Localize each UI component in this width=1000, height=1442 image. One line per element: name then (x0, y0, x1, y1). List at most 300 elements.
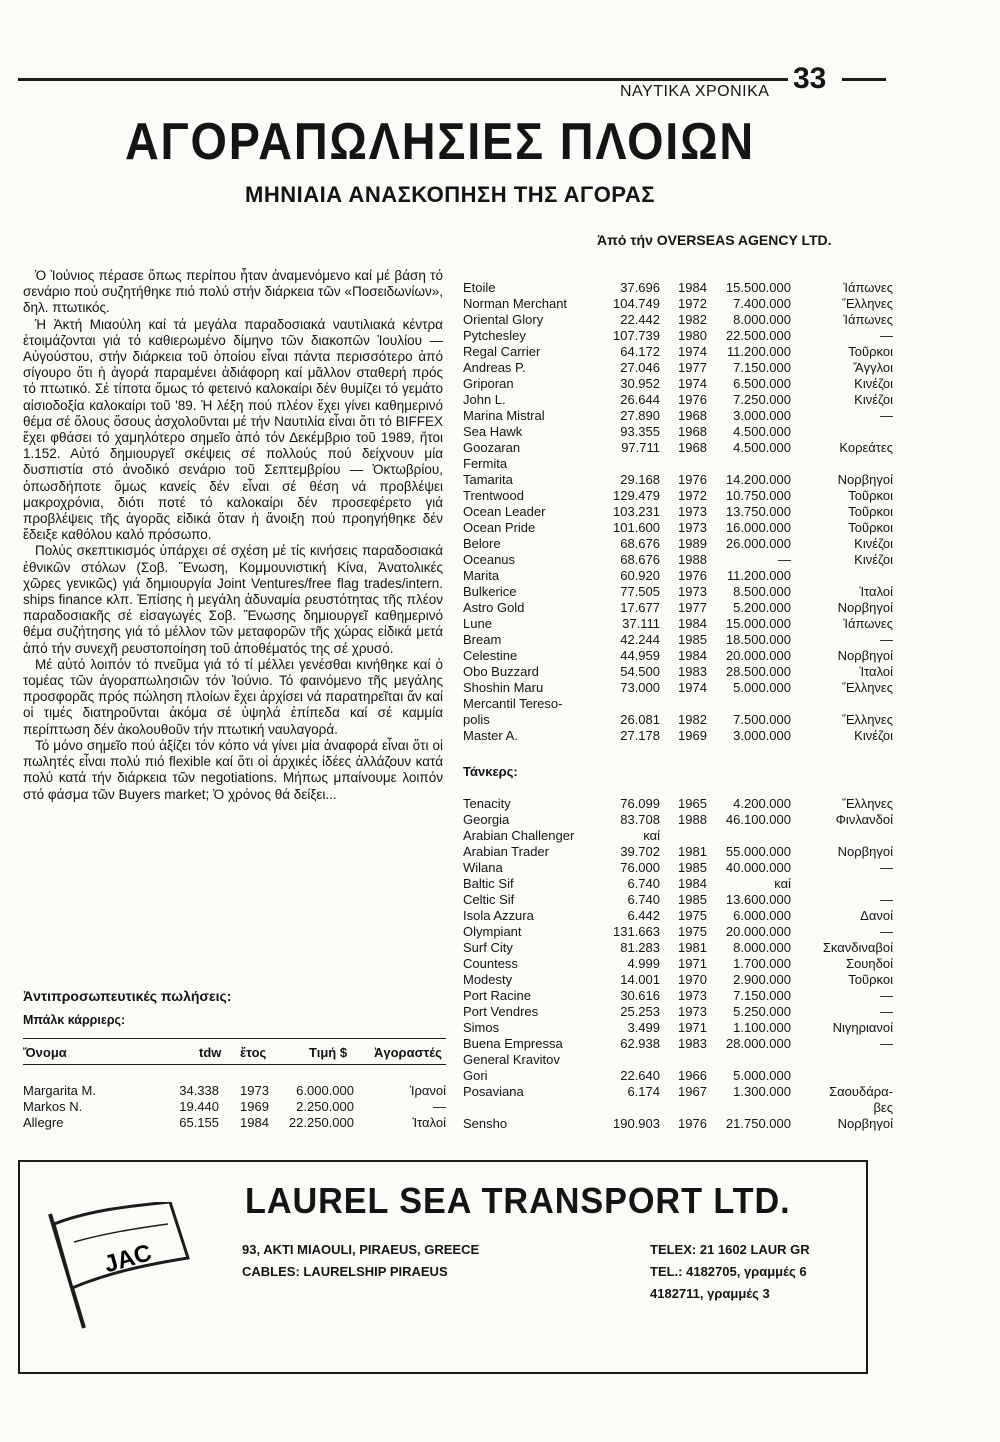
article-paragraph: Ὁ Ἰούνιος πέρασε ὅπως περίπου ἦταν ἀναμενόμενο καί μέ βάση τό σενάριο πού συζητήθηκε πιό πολύ στήν διάρκεια τῶν «Ποσειδωνίων», δηλ. πτωτικός. (23, 268, 443, 316)
ship-buyer: Ἰταλοί (859, 584, 893, 599)
ship-price: 14.200.000 (725, 472, 791, 487)
cell-buyer: Ἰταλοί (412, 1115, 446, 1130)
ship-year: 1982 (678, 312, 707, 327)
sales-heading: Ἀντιπροσωπευτικές πωλήσεις: (23, 988, 232, 1004)
ship-row (463, 360, 893, 376)
ship-buyer: Ἰάπωνες (843, 280, 893, 295)
ship-price: 5.000.000 (733, 1068, 791, 1083)
ship-price: 1.700.000 (733, 956, 791, 971)
ship-tdw: 27.890 (620, 408, 660, 423)
ship-tdw: 76.000 (620, 860, 660, 875)
ship-row (463, 344, 893, 360)
col-price: Τιμή $ (309, 1045, 348, 1060)
ship-name: Posaviana (463, 1084, 524, 1099)
ship-buyer: Φινλανδοί (835, 812, 893, 827)
ship-name: Bream (463, 632, 502, 647)
ship-row (463, 296, 893, 312)
ship-price: 13.750.000 (725, 504, 791, 519)
ship-price: καί (774, 876, 791, 891)
ship-year: 1972 (678, 488, 707, 503)
ship-tdw: 101.600 (613, 520, 660, 535)
ship-row (463, 520, 893, 536)
ship-price: 22.500.000 (725, 328, 791, 343)
ship-buyer: — (880, 632, 893, 647)
ship-row (463, 584, 893, 600)
cell-year: 1984 (240, 1115, 269, 1130)
sales-table-body (23, 1083, 446, 1131)
ship-buyer: Νιγηριανοί (832, 1020, 893, 1035)
ship-name: Georgia (463, 812, 510, 827)
ship-price: 3.000.000 (733, 408, 791, 423)
ship-year: 1975 (678, 908, 707, 923)
ship-row (463, 664, 893, 680)
ship-buyer: Κινέζοι (854, 728, 893, 743)
logo-text: JAC (101, 1239, 155, 1279)
ship-row (463, 924, 893, 940)
ship-name: Celtic Sif (463, 892, 515, 907)
col-year: ἔτος (240, 1045, 267, 1060)
ship-price: 11.200.000 (726, 568, 791, 583)
ship-name: Belore (463, 536, 501, 551)
ship-name: Modesty (463, 972, 513, 987)
ship-buyer: Ἰταλοί (859, 664, 893, 679)
ship-tdw: 131.663 (613, 924, 660, 939)
ship-row (463, 828, 893, 844)
ship-row (463, 812, 893, 828)
ship-tdw: 64.172 (620, 344, 660, 359)
ship-row (463, 844, 893, 860)
ship-price: 7.400.000 (733, 296, 791, 311)
ship-buyer: Τοῦρκοι (848, 344, 893, 359)
ship-name: Surf City (463, 940, 513, 955)
ship-price: 11.200.000 (726, 344, 791, 359)
ship-year: 1985 (678, 892, 707, 907)
ship-price: 7.150.000 (733, 360, 791, 375)
ship-buyer: Σκανδιναβοί (822, 940, 893, 955)
ship-row (463, 504, 893, 520)
ship-row (463, 892, 893, 908)
ship-name: polis (463, 712, 490, 727)
ad-cables: CABLES: LAURELSHIP PIRAEUS (242, 1264, 448, 1279)
ship-name: Norman Merchant (463, 296, 568, 311)
ship-name: Bulkerice (463, 584, 517, 599)
ship-name: Sensho (463, 1116, 508, 1131)
table-header-rule (23, 1064, 446, 1065)
ship-tdw: 22.442 (620, 312, 660, 327)
ship-row (463, 956, 893, 972)
ship-name: John L. (463, 392, 506, 407)
ship-price: 7.150.000 (733, 988, 791, 1003)
cell-tdw: 19.440 (179, 1099, 219, 1114)
col-name: Ὄνομα (23, 1045, 67, 1060)
page-title: ΑΓΟΡΑΠΩΛΗΣΙΕΣ ΠΛΟΙΩΝ (124, 113, 756, 171)
ship-name: Isola Azzura (463, 908, 534, 923)
ship-buyer: — (880, 1036, 893, 1051)
table-top-rule (23, 1038, 446, 1039)
ship-year: 1985 (678, 860, 707, 875)
ship-name: Gori (463, 1068, 488, 1083)
cell-year: 1973 (240, 1083, 269, 1098)
ship-year: 1981 (678, 940, 707, 955)
ship-tdw: 3.499 (627, 1020, 660, 1035)
ship-year: 1984 (678, 616, 707, 631)
ship-price: 15.500.000 (725, 280, 791, 295)
ship-name: Pytchesley (463, 328, 526, 343)
ship-row (463, 1052, 893, 1068)
ship-row (463, 536, 893, 552)
ad-company-name: LAUREL SEA TRANSPORT LTD. (245, 1180, 791, 1221)
ship-tdw: 73.000 (620, 680, 660, 695)
ship-name: Wilana (463, 860, 503, 875)
ship-tdw: 68.676 (620, 552, 660, 567)
ship-buyer: — (880, 892, 893, 907)
ship-tdw: 83.708 (620, 812, 660, 827)
cell-name: Margarita M. (23, 1083, 96, 1098)
ship-tdw: 26.081 (620, 712, 660, 727)
ship-year: 1976 (678, 1116, 707, 1131)
ship-tdw: 62.938 (620, 1036, 660, 1051)
ship-year: 1984 (678, 876, 707, 891)
ship-buyer: βες (873, 1100, 893, 1115)
ship-tdw: 60.920 (620, 568, 660, 583)
ship-name: Oriental Glory (463, 312, 544, 327)
cell-price: 2.250.000 (296, 1099, 354, 1114)
ship-year: 1968 (678, 424, 707, 439)
ship-row (463, 796, 893, 812)
ship-year: 1971 (678, 1020, 707, 1035)
ship-buyer: Σουηδοί (846, 956, 893, 971)
ship-year: 1975 (678, 924, 707, 939)
ship-name: Tenacity (463, 796, 511, 811)
ship-name: Regal Carrier (463, 344, 541, 359)
ship-year: 1983 (678, 1036, 707, 1051)
ship-buyer: Ἕλληνες (842, 296, 893, 311)
ship-buyer: Κινέζοι (854, 392, 893, 407)
col-tdw: tdw (199, 1045, 222, 1060)
ship-tdw: 77.505 (620, 584, 660, 599)
col-buyer: Ἀγοραστές (374, 1045, 442, 1060)
ship-year: 1984 (678, 280, 707, 295)
table-row (23, 1115, 446, 1131)
ship-tdw: 54.500 (620, 664, 660, 679)
ship-name: Fermita (463, 456, 508, 471)
ship-year: 1969 (678, 728, 707, 743)
ship-row (463, 632, 893, 648)
ship-buyer: Δανοί (860, 908, 893, 923)
ship-tdw: 27.178 (620, 728, 660, 743)
ship-buyer: — (880, 1004, 893, 1019)
ship-tdw: 44.959 (620, 648, 660, 663)
ship-price: 3.000.000 (733, 728, 791, 743)
ship-name: Oceanus (463, 552, 516, 567)
ship-price: 5.250.000 (733, 1004, 791, 1019)
ship-price: 18.500.000 (725, 632, 791, 647)
ship-year: 1982 (678, 712, 707, 727)
ship-year: 1973 (678, 1004, 707, 1019)
page-subtitle: ΜΗΝΙΑΙΑ ΑΝΑΣΚΟΠΗΣΗ ΤΗΣ ΑΓΟΡΑΣ (245, 182, 655, 207)
ship-year: 1974 (678, 344, 707, 359)
ship-name: Shoshin Maru (463, 680, 544, 695)
ship-buyer: — (880, 924, 893, 939)
ship-buyer: Νορβηγοί (837, 844, 893, 859)
ship-buyer: Τοῦρκοι (848, 504, 893, 519)
ship-row (463, 472, 893, 488)
ship-year: 1968 (678, 440, 707, 455)
ship-tdw: 22.640 (620, 1068, 660, 1083)
ship-price: 7.250.000 (733, 392, 791, 407)
header-rule-left (18, 78, 788, 81)
ship-row (463, 988, 893, 1004)
source-credit: Ἀπό τήν OVERSEAS AGENCY LTD. (597, 232, 832, 248)
ship-tdw: 14.001 (620, 972, 660, 987)
ship-buyer: — (880, 328, 893, 343)
ship-tdw: 107.739 (613, 328, 660, 343)
ship-year: 1976 (678, 472, 707, 487)
ship-tdw: 97.711 (621, 440, 660, 455)
ship-buyer: Κορεάτες (839, 440, 893, 455)
ship-tdw: καί (643, 828, 660, 843)
ship-tdw: 68.676 (620, 536, 660, 551)
ship-tdw: 25.253 (620, 1004, 660, 1019)
ship-year: 1972 (678, 296, 707, 311)
cell-price: 6.000.000 (296, 1083, 354, 1098)
ship-buyer: Τοῦρκοι (848, 520, 893, 535)
ship-name: Griporan (463, 376, 514, 391)
ship-tdw: 4.999 (627, 956, 660, 971)
ship-year: 1973 (678, 584, 707, 599)
ship-price: 4.500.000 (733, 424, 791, 439)
ship-year: 1968 (678, 408, 707, 423)
ship-price: 20.000.000 (725, 648, 791, 663)
ship-price: 21.750.000 (725, 1116, 791, 1131)
ship-year: 1981 (678, 844, 707, 859)
ship-year: 1967 (678, 1084, 707, 1099)
ship-name: Tamarita (463, 472, 513, 487)
ship-year: 1974 (678, 376, 707, 391)
article-paragraph: Μέ αὐτό λοιπόν τό πνεῦμα γιά τό τί μέλλει γενέσθαι κινήθηκε καί ὁ τομέας τῶν ἀγοραπωλησιῶν τόν Ἰούνιο. Τό φαινόμενο τῆς μεγάλης προσφορᾶς πρός πώληση πλοίων ἔχει ἀρχίσει νά παρατηρεῖται ἄν καί οἱ τιμές διατηροῦνται ἀκόμα σέ ὑψηλά ἐπίπεδα καί σέ καμμία περίπτωση δέν ἀκολουθοῦν τήν πτωτική ναυλαγορά. (23, 656, 443, 737)
ship-row (463, 1004, 893, 1020)
ship-name: Etoile (463, 280, 496, 295)
ship-tdw: 76.099 (620, 796, 660, 811)
ship-price: 5.200.000 (733, 600, 791, 615)
ship-row (463, 972, 893, 988)
ship-year: 1984 (678, 648, 707, 663)
cell-tdw: 34.338 (179, 1083, 219, 1098)
article-paragraph: Ἡ Ἀκτή Μιαούλη καί τά μεγάλα παραδοσιακά ναυτιλιακά κέντρα ἑτοιμάζονται γιά τό καθιερωμένο δίμηνο τῶν διακοπῶν Ἰουλίου — Αὐγούστου, στήν διάρκεια τοῦ ὁποίου εἶναι πάντα περισσότερο ἀπό σίγουρο ὅτι ἡ ἀγορά παραμένει ἀδιάφορη καί μᾶλλον σταθερή πρός τό πτωτικό. Σέ τίποτα ὅμως τό φετεινό καλοκαίρι δέν θυμίζει τό γεμάτο αἰσιοδοξία καλοκαίρι τοῦ '89. Ἡ λέξη πού πλέον ἔχει γίνει καθημερινό θέμα σέ ὅλους ὅσους ἀσχολοῦνται μέ τήν Ναυτιλία εἶναι ὅτι τό BIFFEX ἔχει φθάσει τό χαμηλότερο σημεῖο ἀπό τόν Δεκέμβριο τοῦ 1989, ἤτοι 1.152. Αὐτό δημιουργεῖ σκέψεις σέ πολλούς πού δείχνουν μία δυσπιστία στό ἀνοδικό σενάριο τοῦ Σεπτεμβρίου — Ὀκτωβρίου, ὁπωσδήποτε ὅμως κανείς δέν εἶναι σέ θέση νά προβλέψει μακροχρόνια, διότι ποτέ τό καλοκαίρι δέν προσεφέρετο γιά προβλέψεις τῆς ἀγορᾶς εἰδικά ὅταν ἡ ἄνοιξη πού προηγήθηκε δέν ἔδειξε καθόλου καλό πρόσωπο. (23, 316, 443, 543)
ship-buyer: — (880, 860, 893, 875)
cell-buyer: Ἰρανοί (409, 1083, 446, 1098)
ship-tdw: 17.677 (620, 600, 660, 615)
ship-price: 5.000.000 (733, 680, 791, 695)
ship-year: 1989 (678, 536, 707, 551)
ship-price: 28.500.000 (725, 664, 791, 679)
header-rule-right (842, 78, 886, 81)
table-row (23, 1083, 446, 1099)
ship-price: 28.000.000 (725, 1036, 791, 1051)
ship-row (463, 616, 893, 632)
ship-price: 26.000.000 (725, 536, 791, 551)
ship-price: 1.100.000 (733, 1020, 791, 1035)
cell-buyer: — (433, 1099, 446, 1114)
ship-price: 8.500.000 (733, 584, 791, 599)
ship-buyer: Τοῦρκοι (848, 488, 893, 503)
ship-name: Master A. (463, 728, 518, 743)
ship-year: 1976 (678, 392, 707, 407)
ship-row (463, 940, 893, 956)
ship-price: 13.600.000 (725, 892, 791, 907)
ship-row (463, 376, 893, 392)
ship-row (463, 456, 893, 472)
ship-price: 2.900.000 (733, 972, 791, 987)
ship-buyer: — (880, 988, 893, 1003)
ship-row (463, 728, 893, 744)
ship-row (463, 1036, 893, 1052)
ship-year: 1976 (678, 568, 707, 583)
ship-row (463, 1084, 893, 1100)
ship-row (463, 876, 893, 892)
ship-buyer: Ἰάπωνες (843, 616, 893, 631)
ship-year: 1980 (678, 328, 707, 343)
ship-row (463, 568, 893, 584)
page-number: 33 (793, 62, 827, 95)
ship-tdw: 39.702 (620, 844, 660, 859)
ship-name: Baltic Sif (463, 876, 514, 891)
ship-row (463, 860, 893, 876)
article-paragraph: Πολύς σκεπτικισμός ὑπάρχει σέ σχέση μέ τίς κινήσεις παραδοσιακά ἐθνικῶν στόλων (Σοβ. Ἕνωση, Κομμουνιστική Κίνα, Ἀνατολικές χῶρες γενικῶς) γιά δημιουργία Joint Ventures/free flag trades/intern. ships finance κλπ. Ἐπίσης ἡ μεγάλη ἀδυναμία ρευστότητας τῆς πλέον παραδοσιακῆς σέ εἰσαγωγές Σοβ. Ἕνωσης δημιουργεῖ καθημερινό θέμα συζήτησης γιά τό μέλλον τῶν μεταφορῶν τῆς χώρας εἰδικά μετά ἀπό τήν συνεχῆ ρευστοποίηση τοῦ ἀποθέματός της σέ χρυσό. (23, 543, 443, 656)
table-row (23, 1099, 446, 1115)
ship-tdw: 6.740 (627, 876, 660, 891)
ship-row (463, 488, 893, 504)
ship-price: 40.000.000 (725, 860, 791, 875)
ad-tel-1: TEL.: 4182705, γραμμές 6 (650, 1264, 807, 1279)
ship-row (463, 1068, 893, 1084)
jac-flag-logo (40, 1202, 210, 1332)
ship-row (463, 1116, 893, 1132)
ship-tdw: 30.616 (620, 988, 660, 1003)
ship-row (463, 908, 893, 924)
ship-price: 4.500.000 (733, 440, 791, 455)
ship-tdw: 37.111 (622, 616, 660, 631)
ship-buyer: Κινέζοι (854, 552, 893, 567)
ship-year: 1983 (678, 664, 707, 679)
ship-name: Andreas P. (463, 360, 526, 375)
ship-year: 1974 (678, 680, 707, 695)
ship-year: 1971 (678, 956, 707, 971)
ship-buyer: — (880, 408, 893, 423)
ship-name: Mercantil Tereso- (463, 696, 563, 711)
ad-tel-2: 4182711, γραμμές 3 (650, 1286, 770, 1301)
ship-year: 1970 (678, 972, 707, 987)
ship-name: Port Racine (463, 988, 531, 1003)
ship-tdw: 81.283 (620, 940, 660, 955)
ship-name: Olympiant (463, 924, 522, 939)
ship-price: 46.100.000 (725, 812, 791, 827)
ship-price: 10.750.000 (725, 488, 791, 503)
ship-row (463, 440, 893, 456)
article-body (23, 268, 443, 803)
ship-price: 7.500.000 (733, 712, 791, 727)
ship-tdw: 42.244 (620, 632, 660, 647)
ship-name: Ocean Leader (463, 504, 546, 519)
ship-buyer: Νορβηγοί (837, 600, 893, 615)
ship-name: Simos (463, 1020, 500, 1035)
ship-row (463, 552, 893, 568)
ship-tdw: 93.355 (620, 424, 660, 439)
ship-row (463, 408, 893, 424)
ship-tdw: 129.479 (613, 488, 660, 503)
ship-name: General Kravitov (463, 1052, 560, 1067)
ship-tdw: 6.740 (627, 892, 660, 907)
ship-tdw: 104.749 (613, 296, 660, 311)
ship-row (463, 600, 893, 616)
ship-buyer: Τοῦρκοι (848, 972, 893, 987)
ship-buyer: Νορβηγοί (837, 1116, 893, 1131)
ship-buyer: Ἄγγλοι (853, 360, 893, 375)
ship-name: Marina Mistral (463, 408, 545, 423)
laurel-advertisement (18, 1160, 868, 1374)
running-title: ΝΑΥΤΙΚΑ ΧΡΟΝΙΚΑ (620, 83, 770, 100)
ship-tdw: 27.046 (620, 360, 660, 375)
ship-year: 1965 (678, 796, 707, 811)
ship-buyer: Ἕλληνες (842, 796, 893, 811)
ship-row (463, 680, 893, 696)
ship-buyer: Κινέζοι (854, 536, 893, 551)
ship-year: 1973 (678, 988, 707, 1003)
ship-row (463, 1100, 893, 1116)
cell-name: Markos N. (23, 1099, 83, 1114)
ship-price: 16.000.000 (725, 520, 791, 535)
cell-tdw: 65.155 (179, 1115, 219, 1130)
ship-row (463, 280, 893, 296)
ship-name: Arabian Challenger (463, 828, 575, 843)
ship-name: Astro Gold (463, 600, 525, 615)
ship-tdw: 37.696 (620, 280, 660, 295)
ship-price: 8.000.000 (733, 312, 791, 327)
cell-name: Allegre (23, 1115, 64, 1130)
ship-price: 6.000.000 (733, 908, 791, 923)
cell-year: 1969 (240, 1099, 269, 1114)
ship-price: 1.300.000 (733, 1084, 791, 1099)
ship-price: — (778, 552, 791, 567)
ship-name: Celestine (463, 648, 518, 663)
ship-name: Sea Hawk (463, 424, 523, 439)
ship-name: Buena Empressa (463, 1036, 563, 1051)
ship-tdw: 103.231 (613, 504, 660, 519)
tanker-ship-list (463, 796, 893, 1132)
ship-row (463, 312, 893, 328)
ship-row (463, 424, 893, 440)
ad-address: 93, AKTI MIAOULI, PIRAEUS, GREECE (242, 1242, 480, 1257)
ship-name: Countess (463, 956, 518, 971)
ship-year: 1988 (678, 812, 707, 827)
ship-row (463, 328, 893, 344)
ship-year: 1973 (678, 504, 707, 519)
ship-year: 1966 (678, 1068, 707, 1083)
ship-year: 1988 (678, 552, 707, 567)
ship-name: Trentwood (463, 488, 524, 503)
ship-tdw: 190.903 (613, 1116, 660, 1131)
ship-row (463, 392, 893, 408)
ship-price: 55.000.000 (725, 844, 791, 859)
ship-row (463, 696, 893, 712)
ship-buyer: Νορβηγοί (837, 472, 893, 487)
ship-row (463, 648, 893, 664)
ship-name: Obo Buzzard (463, 664, 539, 679)
ship-price: 8.000.000 (733, 940, 791, 955)
ship-buyer: Ἕλληνες (842, 712, 893, 727)
ship-price: 4.200.000 (733, 796, 791, 811)
ship-name: Ocean Pride (463, 520, 536, 535)
